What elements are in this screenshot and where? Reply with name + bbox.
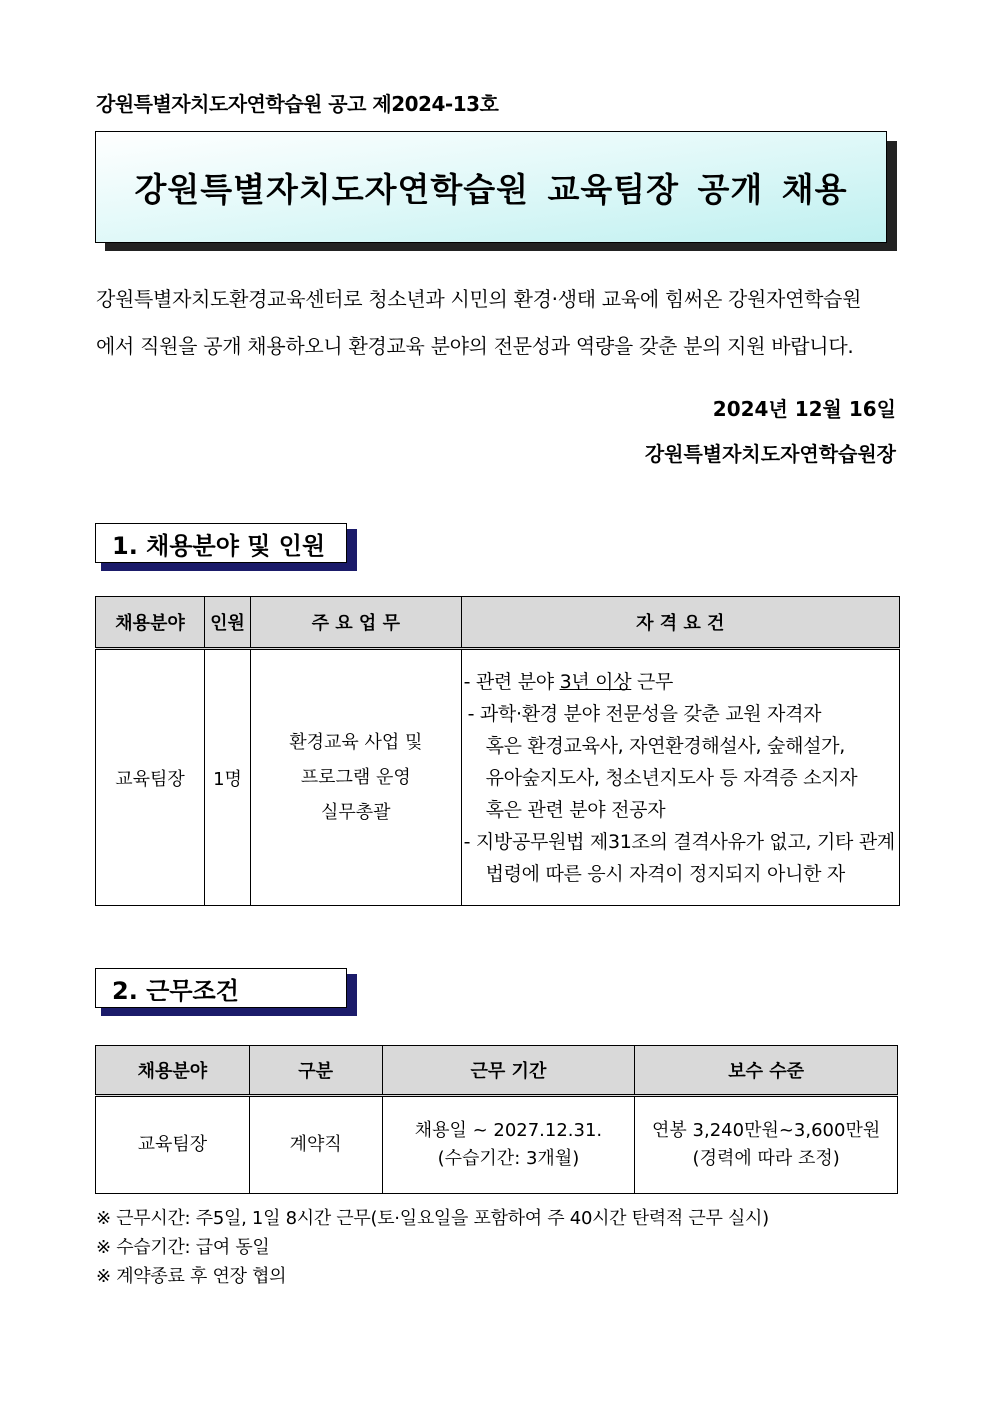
qualification-line: 혹은 관련 분야 전공자: [485, 798, 666, 821]
table-row: [96, 649, 900, 906]
conditions-table-header: [96, 1046, 898, 1096]
recruitment-table-header: [96, 597, 900, 649]
intro-paragraph: [96, 276, 896, 370]
recruitment-table: [95, 596, 900, 906]
notes: [96, 1204, 769, 1291]
title-box: [95, 131, 887, 243]
header-period: 근무 기간: [382, 1046, 635, 1096]
note-item: ※ 근무시간: 주5일, 1일 8시간 근무(토·일요일을 포함하여 주 40시간 탄력적 근무 실시): [96, 1208, 769, 1229]
header-duties: 주 요 업 무: [251, 597, 462, 649]
pay-line: (경력에 따라 조정): [692, 1148, 840, 1169]
cell-pay: [635, 1096, 898, 1194]
duty-line: 실무총괄: [321, 802, 391, 823]
cell-period: [382, 1096, 635, 1194]
cell-field: 교육팀장: [96, 1096, 250, 1194]
header-field: 채용분야: [96, 597, 205, 649]
conditions-table: [95, 1045, 898, 1194]
intro-line: 에서 직원을 공개 채용하오니 환경교육 분야의 전문성과 역량을 갖춘 분의 지원 바랍니다.: [96, 334, 854, 358]
header-qualifications: 자 격 요 건: [461, 597, 899, 649]
qual-underlined: 3년 이상: [559, 670, 632, 693]
qualification-line: - 지방공무원법 제31조의 결격사유가 없고, 기타 관계: [463, 830, 895, 853]
issuer: 강원특별자치도자연학습원장: [644, 442, 896, 466]
pay-line: 연봉 3,240만원~3,600만원: [652, 1120, 881, 1141]
period-line: (수습기간: 3개월): [437, 1148, 580, 1169]
announcement-date: 2024년 12월 16일: [712, 397, 896, 421]
period-line: 채용일 ~ 2027.12.31.: [414, 1120, 603, 1141]
header-type: 구분: [249, 1046, 382, 1096]
duty-line: 환경교육 사업 및: [289, 732, 423, 753]
qual-text: 근무: [631, 670, 674, 693]
cell-count: 1명: [204, 649, 250, 906]
qualification-line: - 과학·환경 분야 전문성을 갖춘 교원 자격자: [467, 702, 822, 725]
header-count: 인원: [204, 597, 250, 649]
section1-heading: 1. 채용분야 및 인원: [95, 523, 347, 563]
duty-line: 프로그램 운영: [300, 767, 411, 788]
qualification-line: 혹은 환경교육사, 자연환경해설사, 숲해설가,: [485, 734, 845, 757]
qual-text: - 관련 분야: [463, 670, 560, 693]
section1-heading-box: [95, 523, 349, 563]
intro-line: 강원특별자치도환경교육센터로 청소년과 시민의 환경·생태 교육에 힘써온 강원자연학습원: [96, 287, 862, 311]
page-title: 강원특별자치도자연학습원 교육팀장 공개 채용: [134, 169, 848, 209]
qualification-line: 유아숲지도사, 청소년지도사 등 자격증 소지자: [485, 766, 858, 789]
section2-heading: 2. 근무조건: [95, 968, 347, 1008]
title-banner: [95, 131, 887, 243]
qualification-line: 법령에 따른 응시 자격이 정지되지 아니한 자: [485, 862, 845, 885]
cell-qualifications: [461, 649, 899, 906]
header-pay: 보수 수준: [635, 1046, 898, 1096]
notice-number: 강원특별자치도자연학습원 공고 제2024-13호: [96, 92, 499, 116]
cell-type: 계약직: [249, 1096, 382, 1194]
section2-heading-box: [95, 968, 349, 1008]
cell-duties: [251, 649, 462, 906]
header-field: 채용분야: [96, 1046, 250, 1096]
table-row: [96, 1096, 898, 1194]
cell-field: 교육팀장: [96, 649, 205, 906]
qualification-line: [464, 666, 895, 698]
note-item: ※ 수습기간: 급여 동일: [96, 1237, 270, 1258]
note-item: ※ 계약종료 후 연장 협의: [96, 1266, 287, 1287]
